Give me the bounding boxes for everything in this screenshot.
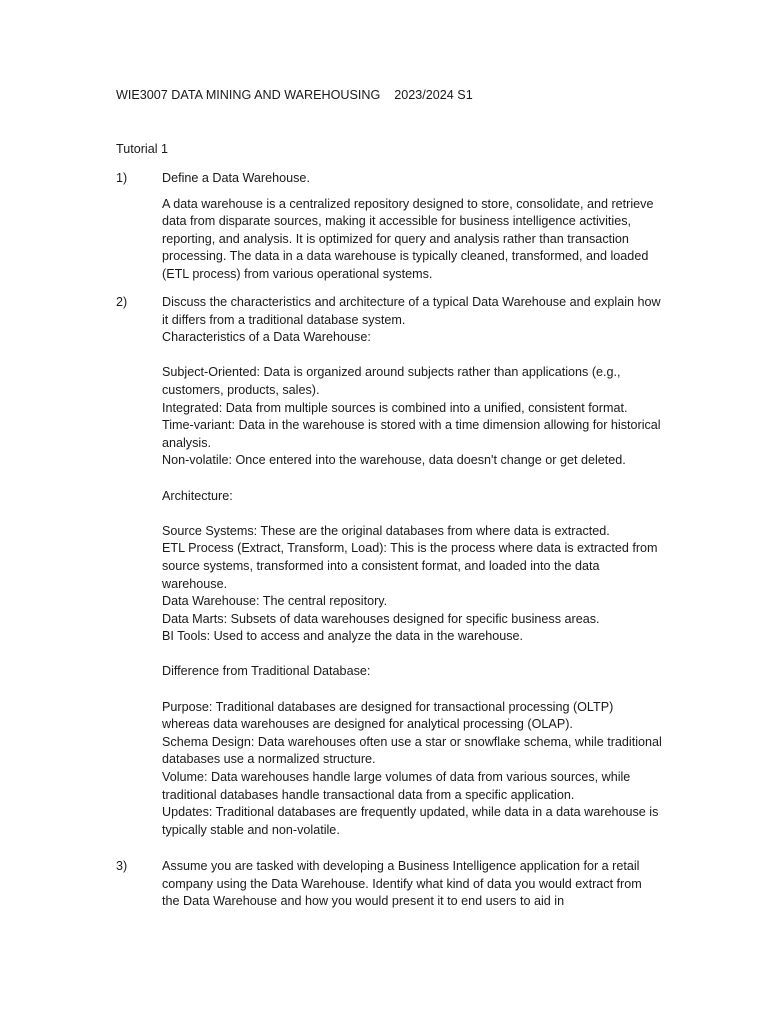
question-text: Discuss the characteristics and architecture of a typical Data Warehouse and explain how it differs from a traditional database system.: [162, 295, 661, 327]
characteristic-item: Integrated: Data from multiple sources is combined into a unified, consistent format.: [162, 400, 628, 415]
question-body: [162, 170, 662, 284]
term-label: 2023/2024 S1: [394, 88, 473, 102]
architecture-item: BI Tools: Used to access and analyze the data in the warehouse.: [162, 629, 524, 644]
difference-item: Updates: Traditional databases are frequently updated, while data in a data warehouse is typically stable and non-volatile.: [162, 805, 659, 837]
question-number: 1): [116, 171, 128, 185]
difference-item: Schema Design: Data warehouses often use a star or snowflake schema, while traditional databases use a normalized structure.: [162, 734, 662, 767]
characteristic-item: Subject-Oriented: Data is organized around subjects rather than applications (e.g., customers, products, sales).: [162, 365, 621, 397]
difference-item: Purpose: Traditional databases are designed for transactional processing (OLTP) whereas data warehouses are designed for analytical processing (OLAP).: [162, 699, 614, 732]
tutorial-title: Tutorial 1: [116, 142, 169, 156]
section-heading: Architecture:: [162, 488, 233, 503]
document-header: [116, 87, 473, 105]
question-body: [162, 294, 662, 839]
difference-item: Volume: Data warehouses handle large volumes of data from various sources, while traditional databases handle transactional data from a specific application.: [162, 770, 631, 802]
architecture-item: Source Systems: These are the original databases from where data is extracted.: [162, 523, 610, 538]
course-title: WIE3007 DATA MINING AND WAREHOUSING: [116, 88, 381, 102]
answer-paragraph: A data warehouse is a centralized repository designed to store, consolidate, and retrieve data from disparate sources, making it accessible for business intelligence activities, reporting, and analysis. It is optimized for query and analysis rather than transaction processing. The data in a data warehouse is typically cleaned, transformed, and loaded (ETL process) from various operational systems.: [162, 196, 654, 281]
characteristic-item: Non-volatile: Once entered into the warehouse, data doesn't change or get deleted.: [162, 453, 626, 468]
question-number: 3): [116, 859, 128, 873]
section-heading: Difference from Traditional Database:: [162, 664, 371, 679]
architecture-item: ETL Process (Extract, Transform, Load): This is the process where data is extracted from source systems, transformed into a consistent format, and loaded into the data warehouse.: [162, 541, 658, 591]
question-number: 2): [116, 295, 128, 309]
architecture-item: Data Warehouse: The central repository.: [162, 594, 388, 609]
question-text: Assume you are tasked with developing a Business Intelligence application for a retail company using the Data Warehouse. Identify what kind of data you would extract from the Data Warehouse and how you would present it to end users to aid in: [162, 859, 642, 909]
architecture-item: Data Marts: Subsets of data warehouses designed for specific business areas.: [162, 611, 600, 626]
question-body: [162, 858, 662, 911]
characteristic-item: Time-variant: Data in the warehouse is stored with a time dimension allowing for historical analysis.: [162, 418, 661, 450]
question-text: Define a Data Warehouse.: [162, 171, 310, 185]
section-heading: Characteristics of a Data Warehouse:: [162, 330, 371, 345]
